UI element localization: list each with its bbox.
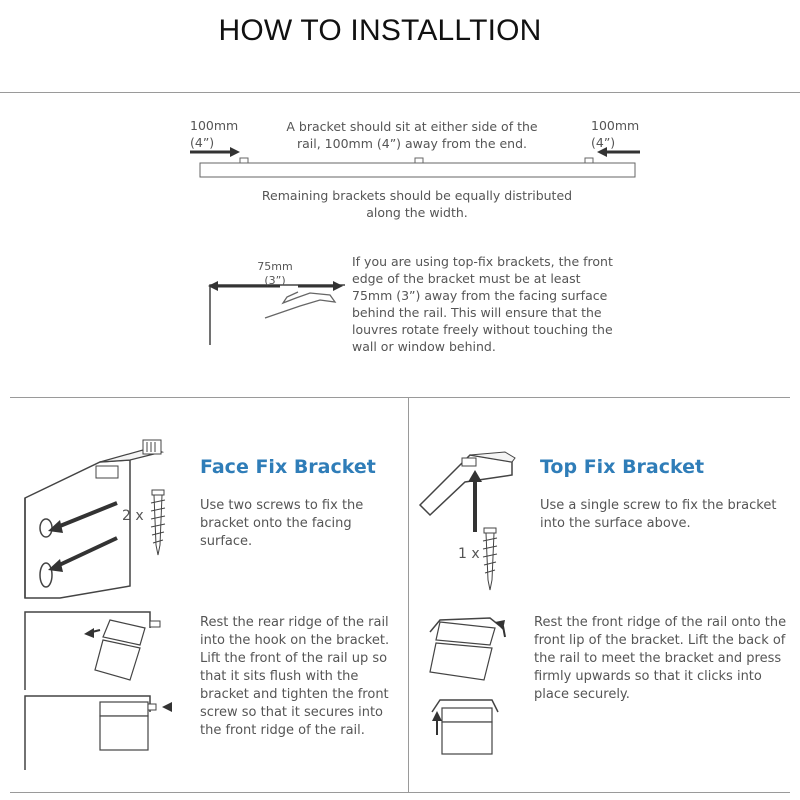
face-fix-description: Use two screws to fix the bracket onto the facing surface. bbox=[200, 498, 364, 549]
top-fix-description: Use a single screw to fix the bracket into the surface above. bbox=[540, 498, 777, 531]
remaining-note: Remaining brackets should be equally distributed along the width. bbox=[261, 188, 573, 220]
face-fix-heading: Face Fix Bracket bbox=[200, 456, 376, 478]
topfix-measure: 75mm (3”) bbox=[257, 260, 293, 287]
top-fix-steps: Rest the front ridge of the rail onto the front lip of the bracket. Lift the back of the rail to meet the bracket and press firmly upwards so that it clicks into place securely. bbox=[534, 615, 787, 702]
page-title: HOW TO INSTALLTION bbox=[218, 14, 542, 47]
bracket-note: A bracket should sit at either side of the rail, 100mm (4”) away from the end. bbox=[286, 119, 538, 151]
left-measure: 100mm (4”) bbox=[190, 118, 239, 150]
face-fix-steps: Rest the rear ridge of the rail into the hook on the bracket. Lift the front of the rail up so that it sits flush with the bracket and tighten the front screw so that it secures into the front ridge of the rail. bbox=[200, 615, 390, 738]
top-fix-heading: Top Fix Bracket bbox=[540, 456, 705, 478]
face-fix-screw-count: 2 x bbox=[122, 508, 144, 524]
topfix-note: If you are using top-fix brackets, the front edge of the bracket must be at least 75mm (3”) away from the facing surface behind the rail. This will ensure that the louvres rotate freely without touching the wall or window behind. bbox=[352, 254, 613, 354]
right-measure: 100mm (4”) bbox=[591, 118, 640, 150]
top-fix-screw-count: 1 x bbox=[458, 546, 480, 562]
